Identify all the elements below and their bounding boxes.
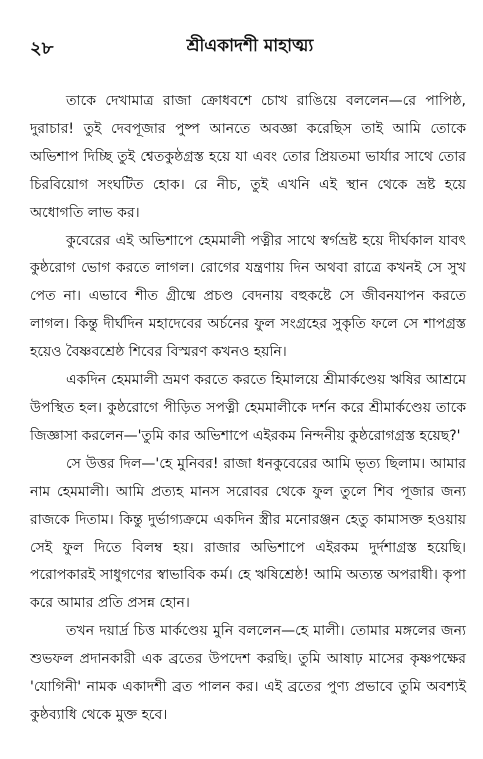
paragraph-4: সে উত্তর দিল—'হে মুনিবর! রাজা ধনকুবেরের আমি ভৃত্য ছিলাম। আমার নাম হেমমালী। আমি প্রত্যহ মানস সরোবর থেকে ফুল তুলে শিব পূজার জন্য রাজকে দিতাম। কিন্তু দুর্ভাগ্যক্রমে একদিন স্ত্রীর মনোরঞ্জন হেতু কামাসক্ত হওয়ায় সেই ফুল দিতে বিলম্ব হয়। রাজার অভিশাপে এইরকম দুর্দশাগ্রস্ত হয়েছি। পরোপকারই সাধুগণের স্বাভাবিক কর্ম। হে ঋষিশ্রেষ্ঠ! আমি অত্যন্ত অপরাধী। কৃপা করে আমার প্রতি প্রসন্ন হোন। <box>30 455 466 612</box>
page-number: ২৮ <box>30 38 54 59</box>
paragraph-3: একদিন হেমমালী ভ্রমণ করতে করতে হিমালয়ে শ্রীমার্কণ্ডেয় ঋষির আশ্রমে উপস্থিত হল। কুষ্ঠরোগে পীড়িত সপত্নী হেমমালীকে দর্শন করে শ্রীমার্কণ্ডেয় তাকে জিজ্ঞাসা করলেন—'তুমি কার অভিশাপে এইরকম নিন্দনীয় কুষ্ঠরোগগ্রস্ত হয়েছ?' <box>30 372 466 444</box>
body-text <box>30 88 466 730</box>
paragraph-5: তখন দয়ার্দ্র চিত্ত মার্কণ্ডেয় মুনি বললেন—হে মালী। তোমার মঙ্গলের জন্য শুভফল প্রদানকারী এক ব্রতের উপদেশ করছি। তুমি আষাঢ় মাসের কৃষ্ণপক্ষের 'যোগিনী' নামক একাদশী ব্রত পালন কর। এই ব্রতের পুণ্য প্রভাবে তুমি অবশ্যই কুষ্ঠব্যাধি থেকে মুক্ত হবে। <box>30 623 466 723</box>
running-title: শ্রীএকাদশী মাহাত্ম্য <box>186 36 314 56</box>
paragraph-1: তাকে দেখামাত্র রাজা ক্রোধবশে চোখ রাঙিয়ে বললেন—রে পাপিষ্ঠ, দুরাচার! তুই দেবপূজার পুষ্প আনতে অবজ্ঞা করেছিস তাই আমি তোকে অভিশাপ দিচ্ছি তুই শ্বেতকুষ্ঠগ্রস্ত হয়ে যা এবং তোর প্রিয়তমা ভার্যার সাথে তোর চিরবিয়োগ সংঘটিত হোক। রে নীচ, তুই এখনি এই স্থান থেকে ভ্রষ্ট হয়ে অধোগতি লাভ কর। <box>30 93 466 221</box>
paragraph-2: কুবেরের এই অভিশাপে হেমমালী পত্নীর সাথে স্বর্গভ্রষ্ট হয়ে দীর্ঘকাল যাবৎ কুষ্ঠরোগ ভোগ করতে লাগল। রোগের যন্ত্রণায় দিন অথবা রাত্রে কখনই সে সুখ পেত না। এভাবে শীত গ্রীষ্মে প্রচণ্ড বেদনায় বহুকষ্টে সে জীবনযাপন করতে লাগল। কিন্তু দীর্ঘদিন মহাদেবের অর্চনের ফুল সংগ্রহের সুকৃতি ফলে সে শাপগ্রস্ত হয়েও বৈষ্ণবশ্রেষ্ঠ শিবের বিস্মরণ কখনও হয়নি। <box>30 232 466 361</box>
